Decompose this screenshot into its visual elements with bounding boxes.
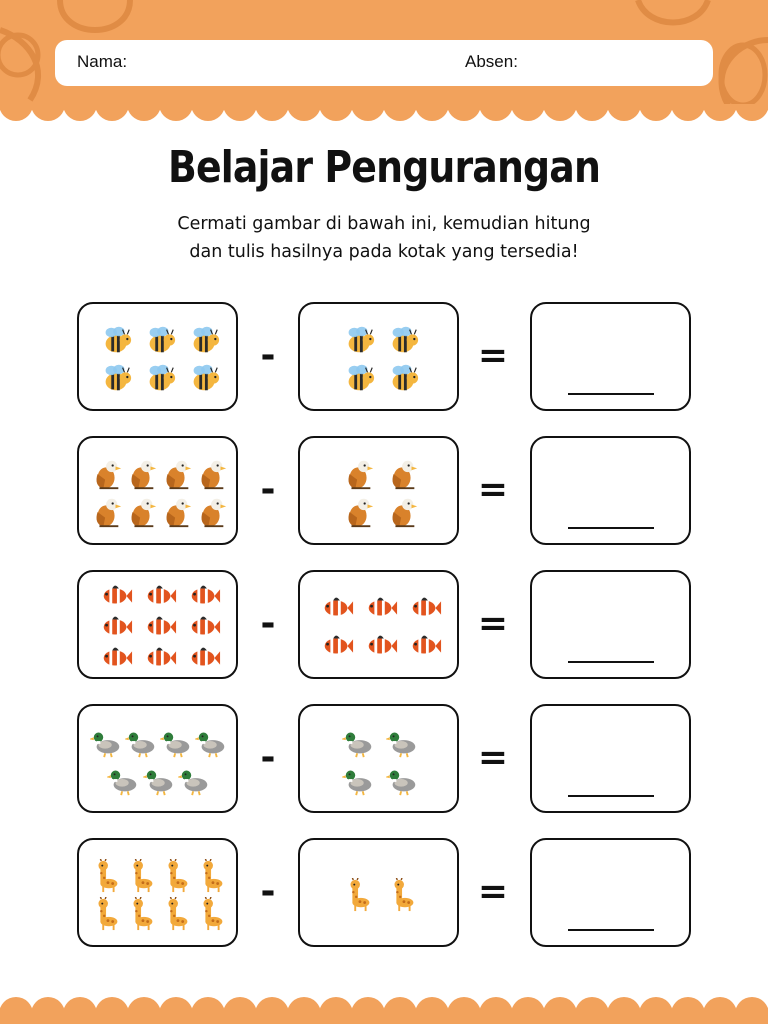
duck-icon xyxy=(90,725,124,759)
subtrahend-box xyxy=(298,838,459,947)
bee-icon xyxy=(99,361,133,395)
duck-icon xyxy=(143,763,177,797)
instruction-line-2: dan tulis hasilnya pada kotak yang tersedia! xyxy=(189,242,579,262)
bottom-scallop-border xyxy=(0,996,768,1024)
duck-icon xyxy=(107,763,141,797)
bee-icon xyxy=(342,323,376,357)
subtrahend-box xyxy=(298,436,459,545)
clownfish-icon xyxy=(408,629,442,663)
giraffe-icon xyxy=(195,897,229,931)
bee-icon xyxy=(386,323,420,357)
page-title: Belajar Pengurangan xyxy=(167,142,601,193)
eagle-icon xyxy=(125,457,159,491)
giraffe-icon xyxy=(160,897,194,931)
giraffe-icon xyxy=(125,859,159,893)
answer-line xyxy=(568,795,654,797)
absen-field-label: Absen: xyxy=(465,52,518,71)
answer-box[interactable] xyxy=(530,436,691,545)
giraffe-icon xyxy=(90,859,124,893)
bee-icon xyxy=(143,323,177,357)
minus-sign: - xyxy=(260,469,276,510)
duck-icon xyxy=(178,763,212,797)
subtrahend-box xyxy=(298,570,459,679)
answer-line xyxy=(568,527,654,529)
duck-icon xyxy=(342,763,376,797)
clownfish-icon xyxy=(187,610,221,644)
giraffe-icon xyxy=(386,878,420,912)
clownfish-icon xyxy=(143,641,177,675)
duck-icon xyxy=(195,725,229,759)
eagle-icon xyxy=(90,495,124,529)
bee-icon xyxy=(187,323,221,357)
giraffe-icon xyxy=(125,897,159,931)
eagle-icon xyxy=(90,457,124,491)
duck-icon xyxy=(386,763,420,797)
equals-sign: = xyxy=(477,335,509,376)
clownfish-icon xyxy=(99,610,133,644)
eagle-icon xyxy=(160,457,194,491)
bee-icon xyxy=(187,361,221,395)
minus-sign: - xyxy=(260,603,276,644)
giraffe-icon xyxy=(195,859,229,893)
clownfish-icon xyxy=(187,579,221,613)
eagle-icon xyxy=(125,495,159,529)
clownfish-icon xyxy=(99,579,133,613)
giraffe-icon xyxy=(342,878,376,912)
minuend-box xyxy=(77,570,238,679)
minus-sign: - xyxy=(260,335,276,376)
giraffe-icon xyxy=(90,897,124,931)
bee-icon xyxy=(143,361,177,395)
name-field-label: Nama: xyxy=(77,52,128,71)
clownfish-icon xyxy=(320,629,354,663)
duck-icon xyxy=(160,725,194,759)
minuend-box xyxy=(77,704,238,813)
eagle-icon xyxy=(160,495,194,529)
eagle-icon xyxy=(386,457,420,491)
clownfish-icon xyxy=(187,641,221,675)
eagle-icon xyxy=(342,495,376,529)
eagle-icon xyxy=(342,457,376,491)
clownfish-icon xyxy=(99,641,133,675)
student-info-bar xyxy=(55,40,713,86)
clownfish-icon xyxy=(320,591,354,625)
bee-icon xyxy=(386,361,420,395)
minuend-box xyxy=(77,302,238,411)
answer-box[interactable] xyxy=(530,704,691,813)
header-band xyxy=(0,0,768,110)
duck-icon xyxy=(125,725,159,759)
clownfish-icon xyxy=(364,591,398,625)
answer-box[interactable] xyxy=(530,302,691,411)
top-scallop-border xyxy=(0,104,768,132)
answer-box[interactable] xyxy=(530,570,691,679)
equals-sign: = xyxy=(477,737,509,778)
minuend-box xyxy=(77,838,238,947)
answer-box[interactable] xyxy=(530,838,691,947)
bee-icon xyxy=(99,323,133,357)
answer-line xyxy=(568,661,654,663)
equals-sign: = xyxy=(477,469,509,510)
subtrahend-box xyxy=(298,704,459,813)
equals-sign: = xyxy=(477,871,509,912)
minus-sign: - xyxy=(260,737,276,778)
equals-sign: = xyxy=(477,603,509,644)
eagle-icon xyxy=(195,457,229,491)
clownfish-icon xyxy=(408,591,442,625)
eagle-icon xyxy=(386,495,420,529)
bee-icon xyxy=(342,361,376,395)
answer-line xyxy=(568,393,654,395)
minus-sign: - xyxy=(260,871,276,912)
clownfish-icon xyxy=(143,610,177,644)
clownfish-icon xyxy=(143,579,177,613)
eagle-icon xyxy=(195,495,229,529)
giraffe-icon xyxy=(160,859,194,893)
minuend-box xyxy=(77,436,238,545)
subtrahend-box xyxy=(298,302,459,411)
answer-line xyxy=(568,929,654,931)
duck-icon xyxy=(386,725,420,759)
instruction-line-1: Cermati gambar di bawah ini, kemudian hitung xyxy=(177,214,591,234)
duck-icon xyxy=(342,725,376,759)
clownfish-icon xyxy=(364,629,398,663)
